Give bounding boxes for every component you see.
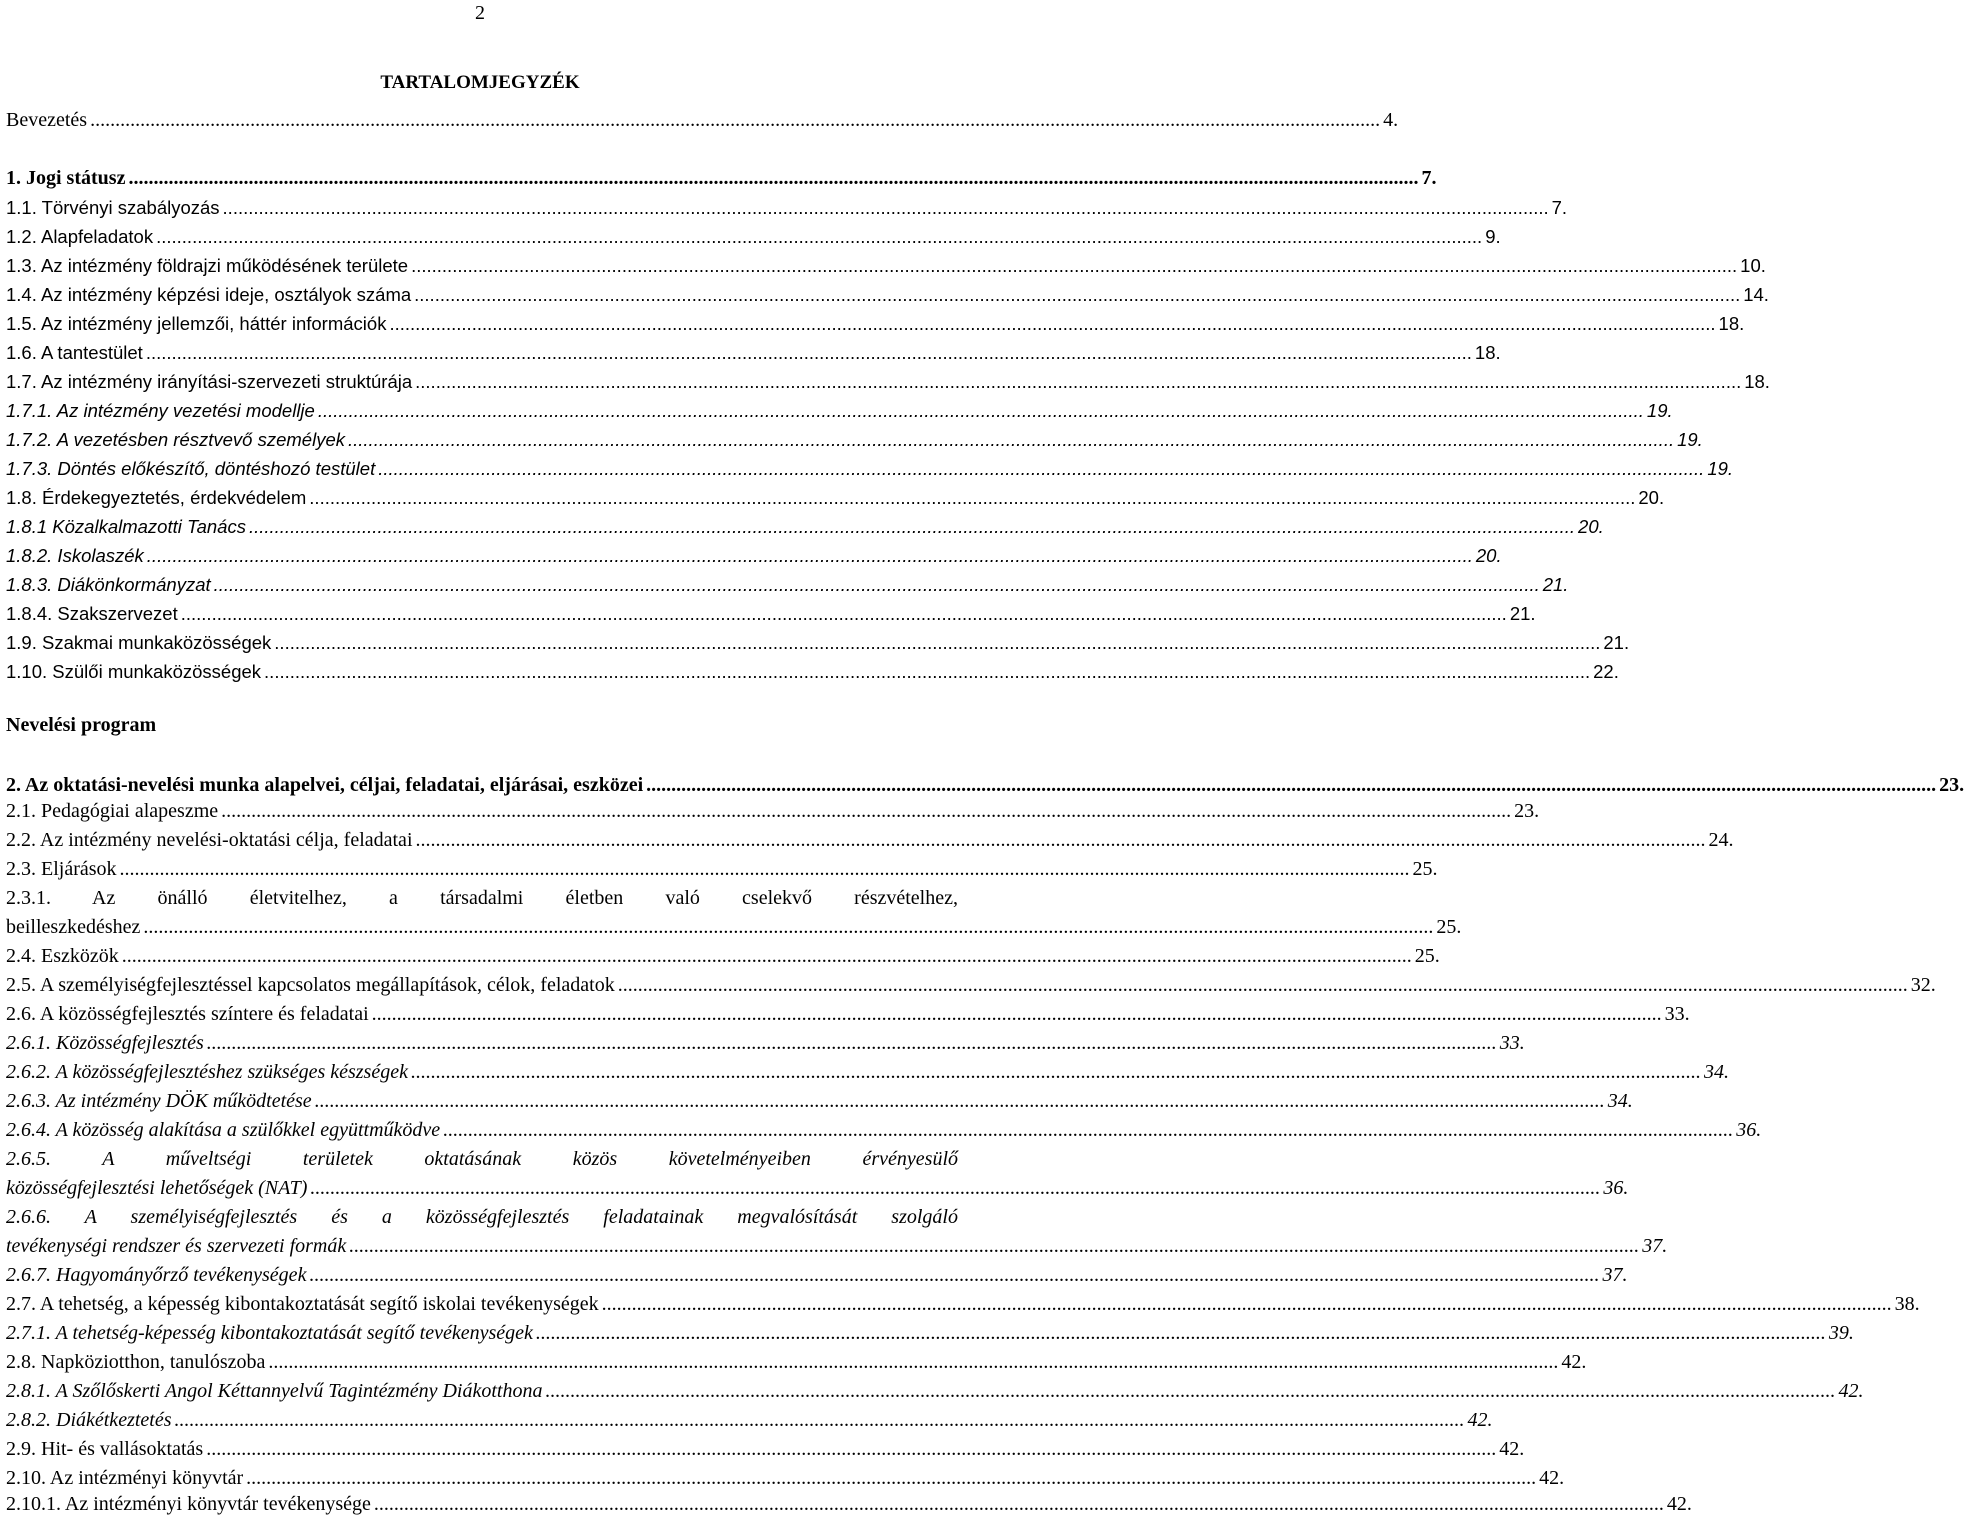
- toc-leader-dots: ..................................................................................................................................................................................................................................................................: [222, 197, 1549, 218]
- toc-entry-page: 42.: [1838, 1380, 1864, 1402]
- section-heading: Nevelési program: [6, 714, 157, 736]
- toc-entry[interactable]: [6, 541, 1502, 570]
- toc-entry[interactable]: [6, 280, 1769, 309]
- toc-entry-label: 1.8. Érdekegyeztetés, érdekvédelem: [6, 487, 307, 508]
- toc-leader-dots: ..................................................................................................................................................................................................................................................................: [274, 632, 1601, 653]
- toc-leader-dots: ..................................................................................................................................................................................................................................................................: [310, 1177, 1601, 1199]
- toc-leader-dots: ..................................................................................................................................................................................................................................................................: [378, 458, 1705, 479]
- toc-leader-dots: ..................................................................................................................................................................................................................................................................: [206, 1032, 1497, 1054]
- toc-leader-dots: ..................................................................................................................................................................................................................................................................: [389, 313, 1716, 334]
- toc-entry-page: 18.: [1744, 371, 1770, 392]
- toc-entry-page: 7.: [1421, 167, 1437, 189]
- toc-entry[interactable]: [6, 942, 1440, 971]
- toc-entry-label: 2.10.1. Az intézményi könyvtár tevékenysége: [6, 1493, 371, 1515]
- toc-entry-label: beilleszkedéshez: [6, 916, 141, 938]
- toc-entry[interactable]: [6, 1319, 1854, 1348]
- toc-leader-dots: ..................................................................................................................................................................................................................................................................: [646, 774, 1937, 796]
- toc-entry[interactable]: [6, 1348, 1587, 1377]
- toc-entry-page: 20.: [1578, 516, 1604, 537]
- toc-entry-page: 39.: [1828, 1322, 1854, 1344]
- toc-entry-page: 4.: [1383, 109, 1399, 131]
- toc-entry-label: Bevezetés: [6, 109, 88, 131]
- toc-entry-label: 2.4. Eszközök: [6, 945, 119, 967]
- toc-entry-label: 2.8.1. A Szőlőskerti Angol Kéttannyelvű Tagintézmény Diákotthona: [6, 1380, 543, 1402]
- toc-entry[interactable]: [6, 193, 1568, 222]
- toc-entry-page: 22.: [1593, 661, 1619, 682]
- toc-entry-page: 23.: [1514, 800, 1540, 822]
- toc-entry[interactable]: [6, 1116, 1762, 1145]
- toc-entry-line[interactable]: 2.6.6. A személyiségfejlesztés és a közösségfejlesztés feladatainak megvalósítását szolgáló: [6, 1206, 958, 1228]
- toc-entry-page: 10.: [1740, 255, 1766, 276]
- toc-leader-dots: ..................................................................................................................................................................................................................................................................: [264, 661, 1591, 682]
- toc-leader-dots: ..................................................................................................................................................................................................................................................................: [373, 1493, 1664, 1515]
- toc-leader-dots: ..................................................................................................................................................................................................................................................................: [221, 800, 1512, 822]
- toc-entry-label: 2.7.1. A tehetség-képesség kibontakoztatását segítő tevékenységek: [6, 1322, 533, 1344]
- toc-entry-page: 42.: [1467, 1409, 1493, 1431]
- toc-entry-page: 42.: [1666, 1493, 1692, 1515]
- toc-entry[interactable]: [6, 1490, 1692, 1519]
- toc-entry[interactable]: [6, 771, 1964, 800]
- toc-entry[interactable]: [6, 1087, 1633, 1116]
- toc-entry-page: 32.: [1910, 974, 1936, 996]
- toc-entry-label: 2.8. Napköziotthon, tanulószoba: [6, 1351, 266, 1373]
- toc-leader-dots: ..................................................................................................................................................................................................................................................................: [128, 167, 1419, 189]
- toc-entry[interactable]: [6, 454, 1734, 483]
- toc-leader-dots: ..................................................................................................................................................................................................................................................................: [121, 945, 1412, 967]
- toc-leader-dots: ..................................................................................................................................................................................................................................................................: [601, 1293, 1892, 1315]
- toc-leader-dots: ..................................................................................................................................................................................................................................................................: [309, 1264, 1600, 1286]
- toc-entry-page: 23.: [1939, 774, 1964, 796]
- toc-leader-dots: ..................................................................................................................................................................................................................................................................: [248, 516, 1576, 537]
- toc-entry[interactable]: [6, 855, 1438, 884]
- toc-entry-page: 21.: [1509, 603, 1536, 624]
- toc-entry-label: 1.9. Szakmai munkaközösségek: [6, 632, 272, 653]
- toc-entry-line[interactable]: 2.3.1. Az önálló életvitelhez, a társadalmi életben való cselekvő részvételhez,: [6, 887, 958, 909]
- toc-leader-dots: ..................................................................................................................................................................................................................................................................: [174, 1409, 1465, 1431]
- toc-entry-label: 2.1. Pedagógiai alapeszme: [6, 800, 219, 822]
- toc-entry-page: 36.: [1603, 1177, 1629, 1199]
- toc-entry-label: 1.2. Alapfeladatok: [6, 226, 154, 247]
- toc-entry-label: 2.6.3. Az intézmény DÖK működtetése: [6, 1090, 312, 1112]
- toc-entry[interactable]: [6, 1377, 1864, 1406]
- toc-leader-dots: ..................................................................................................................................................................................................................................................................: [317, 400, 1644, 421]
- toc-entry-page: 25.: [1412, 858, 1438, 880]
- toc-leader-dots: ..................................................................................................................................................................................................................................................................: [535, 1322, 1826, 1344]
- toc-entry-label: 1.4. Az intézmény képzési ideje, osztályok száma: [6, 284, 412, 305]
- toc-entry-label: 2.6. A közösségfejlesztés színtere és feladatai: [6, 1003, 369, 1025]
- toc-entry-label: 2.6.4. A közösség alakítása a szülőkkel együttműködve: [6, 1119, 441, 1141]
- toc-entry-page: 19.: [1707, 458, 1734, 479]
- toc-leader-dots: ..................................................................................................................................................................................................................................................................: [268, 1351, 1559, 1373]
- toc-entry[interactable]: [6, 1406, 1493, 1435]
- toc-entry[interactable]: [6, 913, 1462, 942]
- toc-entry[interactable]: [6, 425, 1703, 454]
- toc-entry[interactable]: [6, 396, 1673, 425]
- toc-entry-page: 19.: [1646, 400, 1673, 421]
- toc-entry-page: 7.: [1551, 197, 1568, 218]
- toc-leader-dots: ..................................................................................................................................................................................................................................................................: [314, 1090, 1605, 1112]
- toc-leader-dots: ..................................................................................................................................................................................................................................................................: [545, 1380, 1836, 1402]
- toc-entry-label: 1.8.1 Közalkalmazotti Tanács: [6, 516, 246, 537]
- toc-entry-page: 36.: [1736, 1119, 1762, 1141]
- toc-entry-page: 25.: [1436, 916, 1462, 938]
- toc-entry-page: 38.: [1894, 1293, 1920, 1315]
- toc-entry-label: 1.7. Az intézmény irányítási-szervezeti struktúrája: [6, 371, 413, 392]
- toc-entry[interactable]: [6, 1261, 1628, 1290]
- toc-leader-dots: ..................................................................................................................................................................................................................................................................: [415, 829, 1706, 851]
- toc-entry[interactable]: [6, 309, 1745, 338]
- toc-entry-label: 2.10. Az intézményi könyvtár: [6, 1467, 244, 1489]
- toc-entry[interactable]: [6, 570, 1569, 599]
- toc-entry-label: 1.7.2. A vezetésben résztvevő személyek: [6, 429, 345, 450]
- toc-entry[interactable]: [6, 512, 1604, 541]
- toc-leader-dots: ..................................................................................................................................................................................................................................................................: [206, 1438, 1497, 1460]
- toc-entry-label: 2.6.1. Közösségfejlesztés: [6, 1032, 204, 1054]
- toc-entry-page: 21.: [1603, 632, 1630, 653]
- toc-entry-label: 2.6.7. Hagyományőrző tevékenységek: [6, 1264, 307, 1286]
- toc-entry-label: tevékenységi rendszer és szervezeti formák: [6, 1235, 347, 1257]
- toc-leader-dots: ..................................................................................................................................................................................................................................................................: [414, 284, 1741, 305]
- toc-entry[interactable]: [6, 1232, 1668, 1261]
- toc-entry[interactable]: [6, 1290, 1920, 1319]
- toc-leader-dots: ..................................................................................................................................................................................................................................................................: [156, 226, 1483, 247]
- toc-entry-page: 37.: [1602, 1264, 1628, 1286]
- toc-leader-dots: ..................................................................................................................................................................................................................................................................: [143, 916, 1434, 938]
- toc-leader-dots: ..................................................................................................................................................................................................................................................................: [415, 371, 1742, 392]
- toc-entry-page: 42.: [1561, 1351, 1587, 1373]
- toc-entry-page: 19.: [1677, 429, 1703, 450]
- toc-entry-page: 42.: [1499, 1438, 1525, 1460]
- toc-entry[interactable]: [6, 251, 1766, 280]
- toc-entry[interactable]: [6, 1464, 1565, 1493]
- toc-entry-page: 20.: [1638, 487, 1665, 508]
- toc-entry-page: 34.: [1703, 1061, 1729, 1083]
- toc-entry-label: 2.6.2. A közösségfejlesztéshez szükséges készségek: [6, 1061, 408, 1083]
- toc-leader-dots: ..................................................................................................................................................................................................................................................................: [348, 429, 1675, 450]
- toc-leader-dots: ..................................................................................................................................................................................................................................................................: [410, 1061, 1701, 1083]
- toc-entry-label: 2. Az oktatási-nevelési munka alapelvei, céljai, feladatai, eljárásai, eszközei: [6, 774, 644, 796]
- toc-entry-page: 14.: [1743, 284, 1769, 305]
- toc-entry-page: 18.: [1718, 313, 1745, 334]
- toc-leader-dots: ..................................................................................................................................................................................................................................................................: [213, 574, 1540, 595]
- toc-entry-label: 2.9. Hit- és vallásoktatás: [6, 1438, 204, 1460]
- toc-entry-page: 21.: [1542, 574, 1569, 595]
- toc-leader-dots: ..................................................................................................................................................................................................................................................................: [443, 1119, 1734, 1141]
- toc-entry[interactable]: [6, 1000, 1690, 1029]
- toc-entry-label: 1.8.2. Iskolaszék: [6, 545, 144, 566]
- toc-entry-label: 2.3. Eljárások: [6, 858, 117, 880]
- toc-entry[interactable]: [6, 1174, 1629, 1203]
- toc-entry-label: 1.7.3. Döntés előkészítő, döntéshozó testület: [6, 458, 376, 479]
- toc-entry-label: 2.2. Az intézmény nevelési-oktatási célja, feladatai: [6, 829, 413, 851]
- toc-entry-line[interactable]: 2.6.5. A műveltségi területek oktatásának közös követelményeiben érvényesülő: [6, 1148, 958, 1170]
- toc-leader-dots: ..................................................................................................................................................................................................................................................................: [246, 1467, 1537, 1489]
- toc-entry-label: 1.6. A tantestület: [6, 342, 143, 363]
- toc-entry-page: 9.: [1485, 226, 1501, 247]
- toc-entry-label: 1.8.4. Szakszervezet: [6, 603, 178, 624]
- toc-entry-label: 1.3. Az intézmény földrajzi működésének területe: [6, 255, 409, 276]
- toc-entry[interactable]: [6, 1058, 1729, 1087]
- toc-entry[interactable]: [6, 164, 1437, 193]
- toc-entry-label: 1.8.3. Diákönkormányzat: [6, 574, 211, 595]
- toc-entry[interactable]: [6, 1029, 1525, 1058]
- toc-entry-page: 20.: [1475, 545, 1502, 566]
- toc-entry[interactable]: [6, 826, 1734, 855]
- toc-entry-label: közösségfejlesztési lehetőségek (NAT): [6, 1177, 308, 1199]
- toc-leader-dots: ..................................................................................................................................................................................................................................................................: [119, 858, 1410, 880]
- toc-entry-page: 33.: [1664, 1003, 1690, 1025]
- toc-leader-dots: ..................................................................................................................................................................................................................................................................: [90, 109, 1381, 131]
- toc-entry-label: 1.7.1. Az intézmény vezetési modellje: [6, 400, 315, 421]
- toc-entry-page: 25.: [1414, 945, 1440, 967]
- toc-entry[interactable]: [6, 657, 1619, 686]
- toc-entry-label: 2.7. A tehetség, a képesség kibontakoztatását segítő iskolai tevékenységek: [6, 1293, 599, 1315]
- toc-entry-page: 18.: [1474, 342, 1501, 363]
- toc-leader-dots: ..................................................................................................................................................................................................................................................................: [146, 545, 1473, 566]
- toc-entry-page: 42.: [1539, 1467, 1565, 1489]
- toc-leader-dots: ..................................................................................................................................................................................................................................................................: [371, 1003, 1662, 1025]
- toc-entry-label: 1.1. Törvényi szabályozás: [6, 197, 220, 218]
- page-number: 2: [475, 2, 485, 24]
- toc-leader-dots: ..................................................................................................................................................................................................................................................................: [145, 342, 1472, 363]
- toc-entry[interactable]: [6, 628, 1630, 657]
- toc-entry-page: 37.: [1642, 1235, 1668, 1257]
- toc-entry[interactable]: [6, 1435, 1525, 1464]
- toc-entry-label: 1.5. Az intézmény jellemzői, háttér információk: [6, 313, 387, 334]
- toc-leader-dots: ..................................................................................................................................................................................................................................................................: [617, 974, 1908, 996]
- toc-entry[interactable]: [6, 599, 1536, 628]
- toc-entry[interactable]: [6, 797, 1540, 826]
- toc-entry[interactable]: [6, 222, 1501, 251]
- toc-entry[interactable]: [6, 106, 1399, 135]
- toc-title: TARTALOMJEGYZÉK: [380, 72, 580, 93]
- toc-entry-label: 1.10. Szülői munkaközösségek: [6, 661, 262, 682]
- toc-entry[interactable]: [6, 367, 1770, 396]
- toc-entry[interactable]: [6, 483, 1665, 512]
- toc-entry-label: 1. Jogi státusz: [6, 167, 126, 189]
- toc-entry[interactable]: [6, 971, 1936, 1000]
- toc-leader-dots: ..................................................................................................................................................................................................................................................................: [349, 1235, 1640, 1257]
- toc-leader-dots: ..................................................................................................................................................................................................................................................................: [180, 603, 1507, 624]
- toc-entry[interactable]: [6, 338, 1501, 367]
- toc-entry-page: 24.: [1708, 829, 1734, 851]
- toc-entry-label: 2.8.2. Diákétkeztetés: [6, 1409, 172, 1431]
- toc-leader-dots: ..................................................................................................................................................................................................................................................................: [309, 487, 1636, 508]
- toc-entry-label: 2.5. A személyiségfejlesztéssel kapcsolatos megállapítások, célok, feladatok: [6, 974, 615, 996]
- toc-entry-page: 34.: [1607, 1090, 1633, 1112]
- toc-leader-dots: ..................................................................................................................................................................................................................................................................: [411, 255, 1738, 276]
- toc-entry-page: 33.: [1499, 1032, 1525, 1054]
